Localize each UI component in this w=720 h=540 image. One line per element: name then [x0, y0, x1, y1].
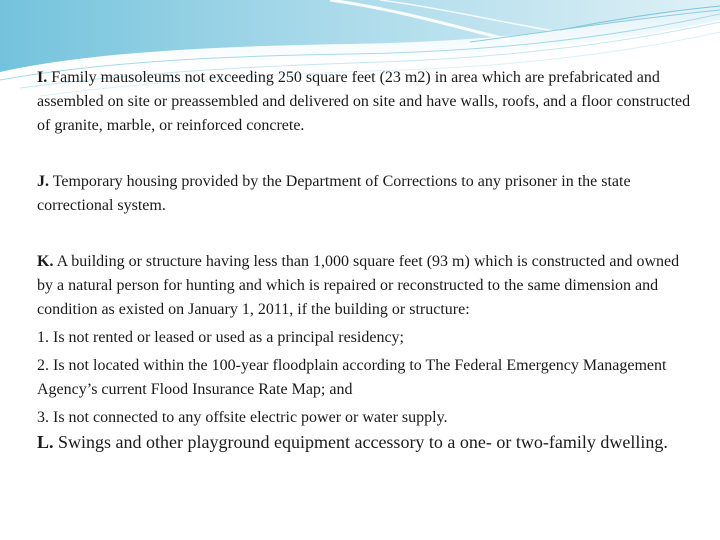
section-i	[37, 66, 697, 138]
section-l	[37, 430, 697, 454]
section-letter: J.	[37, 173, 49, 190]
section-text: Swings and other playground equipment accessory to a one- or two-family dwelling.	[58, 432, 668, 452]
list-item: 2. Is not located within the 100-year floodplain according to The Federal Emergency Management Agency’s current Flood Insurance Rate Map; and	[37, 357, 667, 398]
list-item: 3. Is not connected to any offsite electric power or water supply.	[37, 409, 448, 426]
section-j	[37, 170, 697, 218]
section-text: Temporary housing provided by the Department of Corrections to any prisoner in the state correctional system.	[37, 173, 631, 214]
section-letter: I.	[37, 69, 48, 86]
section-k	[37, 250, 697, 322]
section-text: Family mausoleums not exceeding 250 square feet (23 m2) in area which are prefabricated and assembled on site or preassembled and delivered on site and have walls, roofs, and a floor constructed of granite, marble, or reinforced concrete.	[37, 69, 691, 134]
section-letter: K.	[37, 253, 54, 270]
document-body	[37, 66, 697, 454]
section-letter: L.	[37, 432, 54, 452]
list-item: 1. Is not rented or leased or used as a principal residency;	[37, 329, 404, 346]
section-text: A building or structure having less than 1,000 square feet (93 m) which is constructed and owned by a natural person for hunting and which is repaired or reconstructed to the same dimension and condition as existed on January 1, 2011, if the building or structure:	[37, 253, 680, 318]
